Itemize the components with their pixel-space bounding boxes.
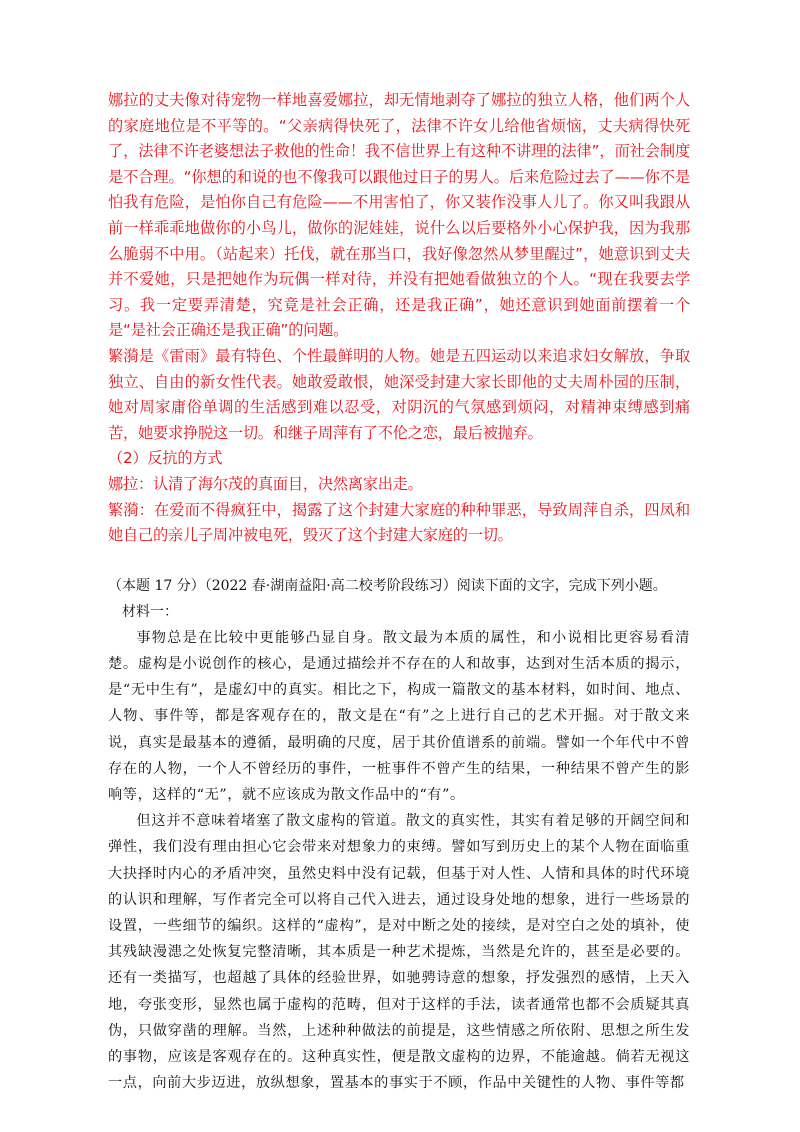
nora-resistance-paragraph: 娜拉：认清了海尔茂的真面目，决然离家出走。 [108,474,423,493]
section-gap [108,549,690,573]
resistance-subheading: （2）反抗的方式 [108,449,223,468]
fanyi-analysis-paragraph: 繁漪是《雷雨》最有特色、个性最鲜明的人物。她是五四运动以来追求妇女解放，争取独立、自由的新女性代表。她敢爱敢恨，她深受封建大家长即他的丈夫周朴园的压制，她对周家庸俗单调的生活感到难以忍受，对阴沉的气氛感到烦闷，对精神束缚感到痛苦，她要求挣脱这一切。和继子周萍有了不伦之恋，最后被抛弃。 [108,346,690,442]
document-page [108,88,690,1096]
fanyi-resistance-paragraph: 繁漪：在爱而不得疯狂中，揭露了这个封建大家庭的种种罪恶，导致周萍自杀，四凤和她自己的亲儿子周冲被电死，毁灭了这个封建大家庭的一切。 [108,500,690,545]
question-header: （本题 17 分）（2022 春·湖南益阳·高二校考阶段练习）阅读下面的文字，完成下列小题。 [108,577,667,594]
answer-section [108,88,690,549]
material-text [108,625,690,1097]
material-paragraph-1: 事物总是在比较中更能够凸显自身。散文最为本质的属性，和小说相比更容易看清楚。虚构是小说创作的核心，是通过描绘并不存在的人和故事，达到对生活本质的揭示，是“无中生有”，是虚幻中的真实。相比之下，构成一篇散文的基本材料，如时间、地点、人物、事件等，都是客观存在的，散文是在“有”之上进行自己的艺术开掘。对于散文来说，真实是最基本的遵循，最明确的尺度，居于其价值谱系的前端。譬如一个年代中不曾存在的人物，一个人不曾经历的事件，一桩事件不曾产生的结果，一种结果不曾产生的影响等，这样的“无”，就不应该成为散文作品中的“有”。 [108,629,690,803]
material-paragraph-2: 但这并不意味着堵塞了散文虚构的管道。散文的真实性，其实有着足够的开阔空间和弹性，我们没有理由担心它会带来对想象力的束缚。譬如写到历史上的某个人物在面临重大抉择时内心的矛盾冲突，虽然史料中没有记载，但基于对人性、人情和具体的时代环境的认识和理解，写作者完全可以将自己代入进去，通过设身处地的想象，进行一些场景的设置，一些细节的编织。这样的“虚构”，是对中断之处的接续，是对空白之处的填补，使其残缺漫漶之处恢复完整清晰，其本质是一种艺术提炼，当然是允许的，甚至是必要的。还有一类描写，也超越了具体的经验世界，如驰骋诗意的想象，抒发强烈的感情，上天入地，夸张变形，显然也属于虚构的范畴，但对于这样的手法，读者通常也都不会质疑其真伪，只做穿凿的理解。当然，上述种种做法的前提是，这些情感之所依附、思想之所生发的事物，应该是客观存在的。这种真实性，便是散文虚构的边界，不能逾越。倘若无视这一点，向前大步迈进，放纵想象，置基本的事实于不顾，作品中关键性的人物、事件等都 [108,813,690,1092]
material-title: 材料一： [122,603,178,620]
nora-analysis-paragraph: 娜拉的丈夫像对待宠物一样地喜爱娜拉，却无情地剥夺了娜拉的独立人格，他们两个人的家庭地位是不平等的。“父亲病得快死了，法律不许女儿给他省烦恼，丈夫病得快死了，法律不许老婆想法子救他的性命！我不信世界上有这种不讲理的法律”，而社会制度是不合理。“你想的和说的也不像我可以跟他过日子的男人。后来危险过去了——你不是怕我有危险，是怕你自己有危险——不用害怕了，你又装作没事人儿了。你又叫我跟从前一样乖乖地做你的小鸟儿，做你的泥娃娃，说什么以后要格外小心保护我，因为我那么脆弱不中用。（站起来）托伐，就在那当口，我好像忽然从梦里醒过”，她意识到丈夫并不爱她，只是把她作为玩偶一样对待，并没有把她看做独立的个人。“现在我要去学习。我一定要弄清楚，究竟是社会正确，还是我正确”，她还意识到她面前摆着一个是“是社会正确还是我正确”的问题。 [108,91,690,340]
